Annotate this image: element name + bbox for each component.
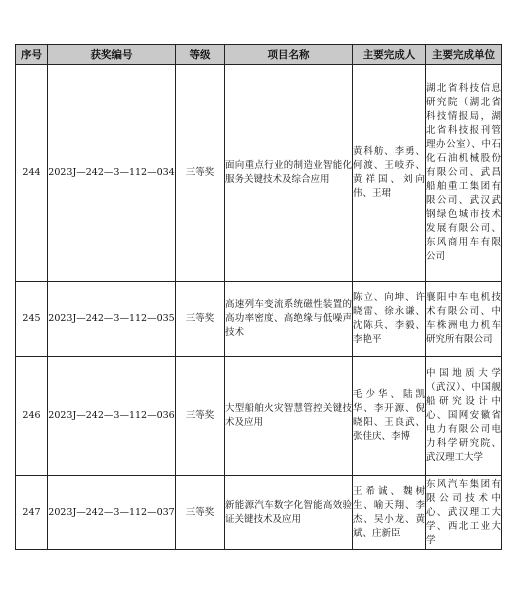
- cell-seq: 244: [16, 65, 48, 282]
- cell-award-code: 2023J—242—3—112—034: [48, 65, 176, 282]
- table-row: [16, 476, 502, 550]
- cell-main-units: 中国地质大学（武汉）、中国舰船研究设计中心、国网安徽省电力有限公司电力科学研究院、武汉理工大学: [426, 357, 502, 476]
- header-project-name: 项目名称: [225, 45, 353, 65]
- cell-seq: 247: [16, 476, 48, 550]
- cell-main-units: 襄阳中车电机技术有限公司、中车株洲电力机车研究所有限公司: [426, 282, 502, 357]
- awards-table: [15, 44, 502, 550]
- cell-project-name: 大型船舶火灾智慧管控关键技术及应用: [225, 357, 353, 476]
- cell-award-code: 2023J—242—3—112—035: [48, 282, 176, 357]
- cell-level: 三等奖: [176, 282, 225, 357]
- header-main-units: 主要完成单位: [426, 45, 502, 65]
- cell-level: 三等奖: [176, 476, 225, 550]
- table-row: [16, 65, 502, 282]
- cell-award-code: 2023J—242—3—112—037: [48, 476, 176, 550]
- cell-level: 三等奖: [176, 65, 225, 282]
- cell-seq: 246: [16, 357, 48, 476]
- header-level: 等级: [176, 45, 225, 65]
- cell-main-contributors: 毛少华、陆凯华、李开源、倪晓阳、王良武、张佳庆、李博: [353, 357, 426, 476]
- cell-main-units: 东风汽车集团有限公司技术中心、武汉理工大学、西北工业大学: [426, 476, 502, 550]
- cell-project-name: 面向重点行业的制造业智能化服务关键技术及综合应用: [225, 65, 353, 282]
- cell-project-name: 新能源汽车数字化智能高效验证关键技术及应用: [225, 476, 353, 550]
- cell-main-units: 湖北省科技信息研究院（湖北省科技情报局，湖北省科技报刊管理办公室）、中石化石油机械股份有限公司、武昌船舶重工集团有限公司、武汉武钢绿色城市技术发展有限公司、东风商用车有限公司: [426, 65, 502, 282]
- table-header-row: [16, 45, 502, 65]
- table-row: [16, 357, 502, 476]
- cell-project-name: 高速列车变流系统磁性装置的高功率密度、高绝缘与低噪声技术: [225, 282, 353, 357]
- cell-main-contributors: 陈立、向坤、许晓雷、徐永谦、沈陈兵、李毅、李艳平: [353, 282, 426, 357]
- header-main-contributors: 主要完成人: [353, 45, 426, 65]
- header-seq: 序号: [16, 45, 48, 65]
- header-award-code: 获奖编号: [48, 45, 176, 65]
- table-row: [16, 282, 502, 357]
- cell-level: 三等奖: [176, 357, 225, 476]
- cell-main-contributors: 黄科舫、李勇、何渡、王岐乔、黄祥国、刘向伟、王珺: [353, 65, 426, 282]
- cell-award-code: 2023J—242—3—112—036: [48, 357, 176, 476]
- cell-seq: 245: [16, 282, 48, 357]
- cell-main-contributors: 王希诚、魏树生、喻天翔、李杰、吴小龙、黄斌、庄新臣: [353, 476, 426, 550]
